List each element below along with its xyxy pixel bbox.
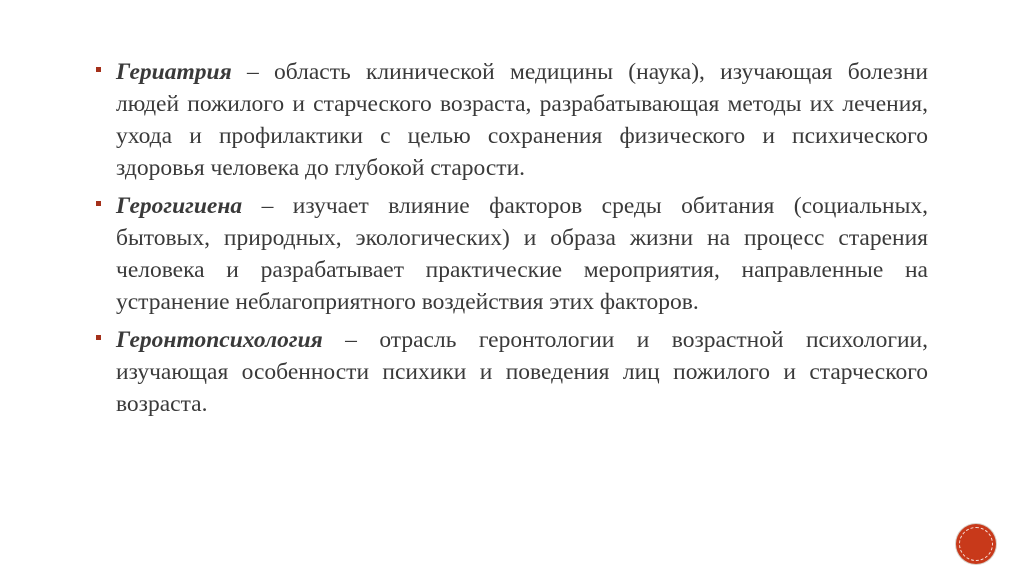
square-bullet-icon	[96, 201, 101, 206]
square-bullet-icon	[96, 67, 101, 72]
bullet-item-geriatrics	[96, 56, 928, 184]
bullet-term: Геронтопсихология	[116, 327, 323, 353]
bullet-text	[116, 324, 928, 420]
badge-ring-icon	[959, 527, 993, 561]
bullet-term: Герогигиена	[116, 193, 243, 219]
bullet-definition: – область клинической медицины (наука), изучающая болезни людей пожилого и старческого возраста, разрабатывающая методы их лечения, ухода и профилактики с целью сохранения физического и психического здоровья человека до глубокой старости.	[116, 59, 928, 181]
square-bullet-icon	[96, 335, 101, 340]
bullet-text	[116, 56, 928, 184]
slide-number-badge	[956, 524, 996, 564]
bullet-text	[116, 190, 928, 318]
bullet-item-geropsychology	[96, 324, 928, 420]
bullet-list	[96, 56, 928, 426]
bullet-term: Гериатрия	[116, 59, 232, 85]
bullet-definition: – изучает влияние факторов среды обитания (социальных, бытовых, природных, экологических) и образа жизни на процесс старения человека и разрабатывает практические мероприятия, направленные на устранение неблагоприятного воздействия этих факторов.	[116, 193, 928, 315]
bullet-item-gerohygiene	[96, 190, 928, 318]
bullet-definition: – отрасль геронтологии и возрастной психологии, изучающая особенности психики и поведения лиц пожилого и старческого возраста.	[116, 327, 928, 417]
